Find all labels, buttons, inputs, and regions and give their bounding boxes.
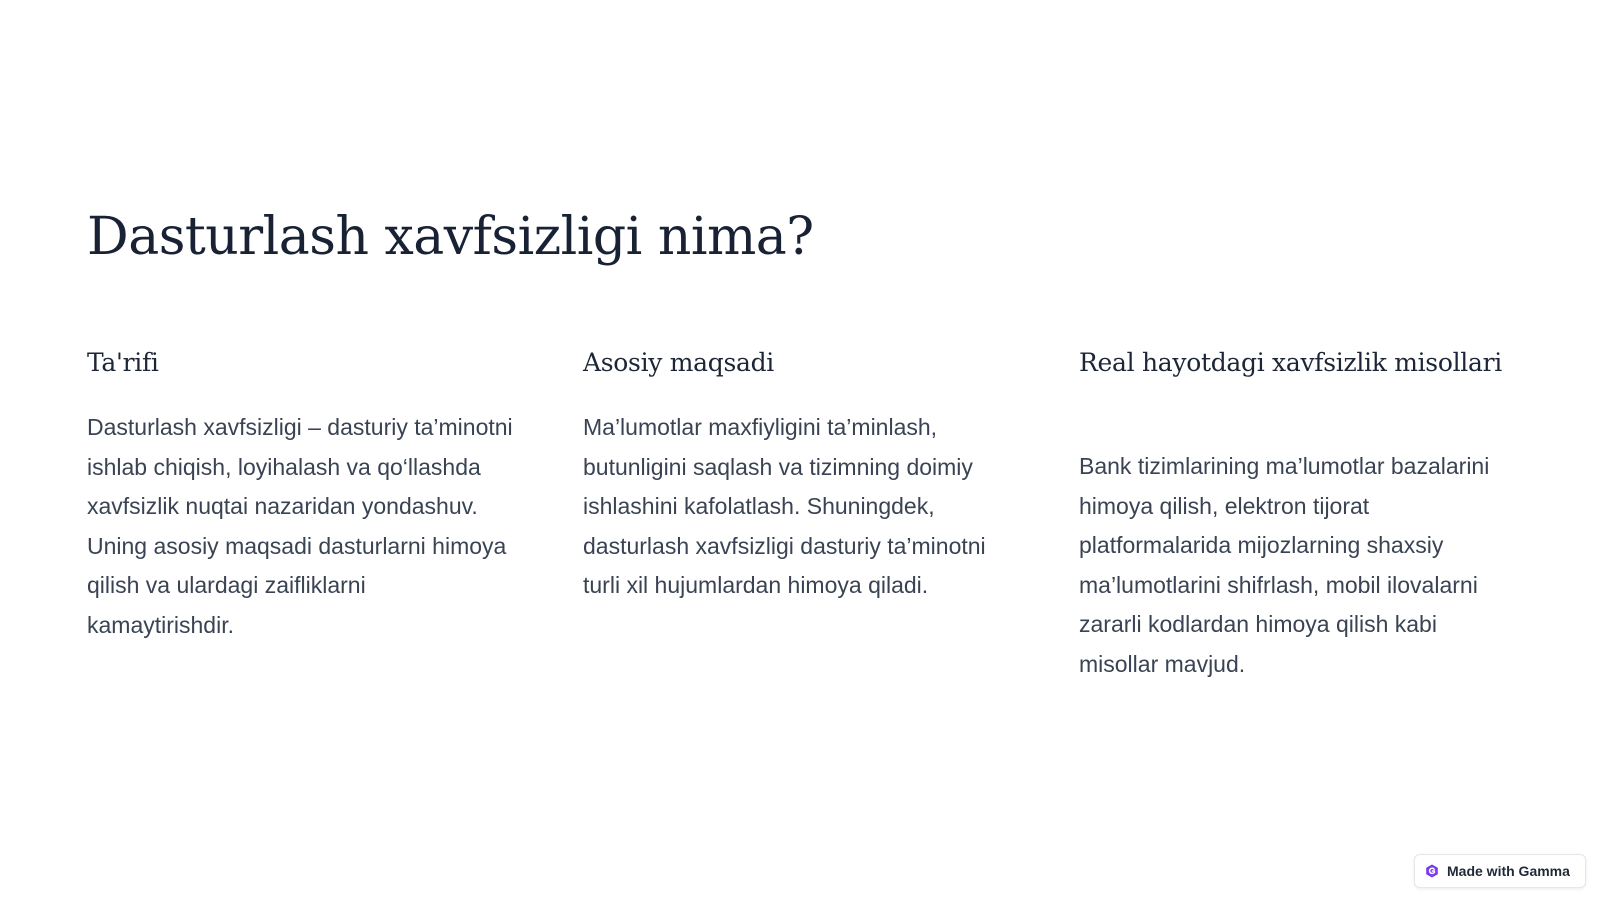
column-real-examples — [1079, 343, 1519, 684]
made-with-gamma-badge[interactable] — [1414, 854, 1586, 888]
badge-label: Made with Gamma — [1447, 863, 1570, 879]
column-body: Ma’lumotlar maxfiyligini ta’minlash, butunligini saqlash va tizimning doimiy ishlashini kafolatlash. Shuningdek, dasturlash xavfsizligi dasturiy ta’minotni turli xil hujumlardan himoya qiladi. — [583, 414, 986, 598]
column-body: Bank tizimlarining ma’lumotlar bazalarini himoya qilish, elektron tijorat platformalarida mijozlarning shaxsiy ma’lumotlarini shifrlash, mobil ilovalarni zararli kodlardan himoya qilish kabi misollar mavjud. — [1079, 453, 1490, 677]
gamma-logo-icon — [1425, 864, 1439, 878]
column-heading: Asosiy maqsadi — [583, 348, 774, 377]
column-definition — [87, 343, 517, 645]
column-heading: Ta'rifi — [87, 348, 159, 377]
column-heading: Real hayotdagi xavfsizlik misollari — [1079, 348, 1502, 377]
column-main-goal — [583, 343, 1013, 606]
column-body: Dasturlash xavfsizligi – dasturiy ta’minotni ishlab chiqish, loyihalash va qo‘llashda xavfsizlik nuqtai nazaridan yondashuv. Uning asosiy maqsadi dasturlarni himoya qilish va ulardagi zaifliklarni kamaytirishdir. — [87, 414, 513, 638]
page-title: Dasturlash xavfsizligi nima? — [87, 207, 814, 267]
